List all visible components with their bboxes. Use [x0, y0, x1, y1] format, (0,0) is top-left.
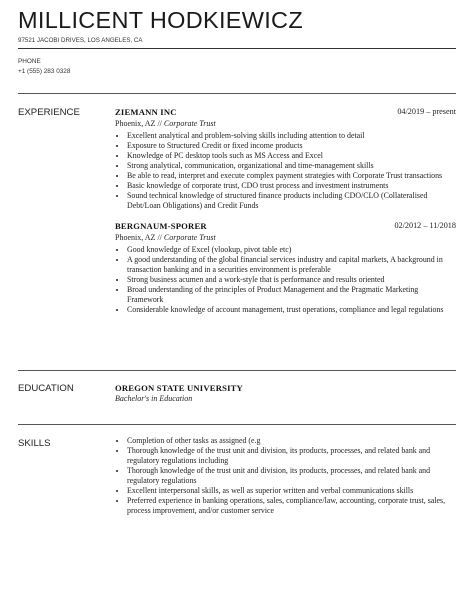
job-location: Phoenix, AZ //	[115, 233, 162, 242]
job-entry	[115, 107, 456, 211]
job-bullets	[115, 131, 456, 211]
degree: Bachelor's in Education	[115, 394, 193, 403]
list-item: • Broad understanding of the principles of Product Management and the Pragmatic Marketing Framework	[127, 285, 456, 305]
list-item: • Exposure to Structured Credit or fixed income products	[127, 141, 456, 151]
job-header	[115, 107, 456, 119]
job-location: Phoenix, AZ //	[115, 119, 162, 128]
header-divider	[18, 48, 456, 49]
list-item: • Knowledge of PC desktop tools such as MS Access and Excel	[127, 151, 456, 161]
skills-section-title: SKILLS	[18, 438, 51, 449]
job-dates: 02/2012 – 11/2018	[394, 221, 456, 230]
job-role: Corporate Trust	[163, 119, 216, 128]
list-item: • Completion of other tasks as assigned (e.g	[127, 436, 456, 446]
list-item: • Sound technical knowledge of structured finance products including CDO/CLO (Collateralised Debt/Loan Obligations) and Credit Funds	[127, 191, 456, 211]
company-name: ZIEMANN INC	[115, 107, 177, 117]
phone-label: PHONE	[18, 58, 41, 65]
list-item: • Thorough knowledge of the trust unit and division, its products, processes, and related bank and regulatory regulations including	[127, 446, 456, 466]
list-item: • A good understanding of the global financial services industry and capital markets, A background in transaction banking and in a securities environment is preferable	[127, 255, 456, 275]
list-item: • Good knowledge of Excel (vlookup, pivot table etc)	[127, 245, 456, 255]
education-section-title: EDUCATION	[18, 383, 74, 394]
experience-section-title: EXPERIENCE	[18, 107, 80, 118]
education-divider	[18, 370, 456, 371]
job-bullets	[115, 245, 456, 315]
resume-name: MILLICENT HODKIEWICZ	[18, 7, 303, 33]
job-dates: 04/2019 – present	[397, 107, 456, 116]
job-location-role	[115, 119, 456, 129]
list-item: • Be able to read, interpret and execute complex payment strategies with Corporate Trust transactions	[127, 171, 456, 181]
list-item: • Strong analytical, communication, organizational and time-management skills	[127, 161, 456, 171]
list-item: • Thorough knowledge of the trust unit and division, its products, processes, and related bank and regulatory regulations	[127, 466, 456, 486]
list-item: • Strong business acumen and a work-style that is performance and results oriented	[127, 275, 456, 285]
experience-divider	[18, 93, 456, 94]
experience-content	[115, 107, 456, 315]
list-item: • Excellent interpersonal skills, as well as superior written and verbal communications skills	[127, 486, 456, 496]
school-name: OREGON STATE UNIVERSITY	[115, 383, 243, 393]
skills-divider	[18, 424, 456, 425]
job-location-role	[115, 233, 456, 243]
phone-value: +1 (555) 283 0328	[18, 68, 71, 75]
address: 97521 JACOBI DRIVES, LOS ANGELES, CA	[18, 37, 143, 44]
skills-content	[115, 436, 456, 516]
list-item: • Preferred experience in banking operations, sales, compliance/law, accounting, corporate trust, sales, process improvement, and/or customer service	[127, 496, 456, 516]
job-role: Corporate Trust	[163, 233, 216, 242]
skills-bullets	[115, 436, 456, 516]
list-item: • Considerable knowledge of account management, trust operations, compliance and legal regulations	[127, 305, 456, 315]
list-item: • Excellent analytical and problem-solving skills including attention to detail	[127, 131, 456, 141]
job-header	[115, 221, 456, 233]
company-name: BERGNAUM-SPORER	[115, 221, 207, 231]
list-item: • Basic knowledge of corporate trust, CDO trust process and investment instruments	[127, 181, 456, 191]
education-content	[115, 383, 456, 404]
job-entry	[115, 221, 456, 315]
